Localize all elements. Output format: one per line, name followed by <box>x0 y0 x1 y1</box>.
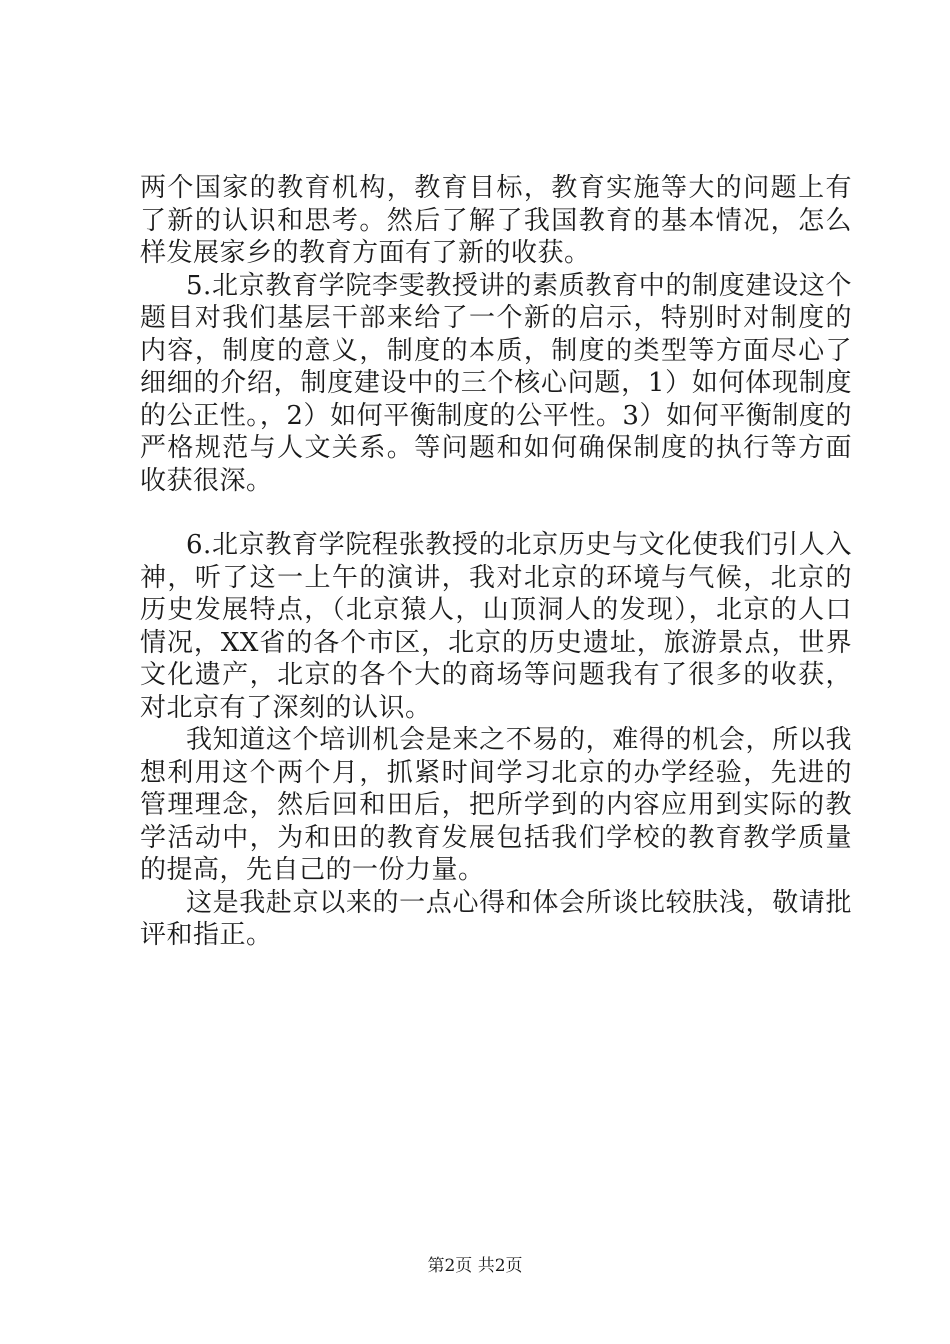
paragraph-item-5: 5.北京教育学院李雯教授讲的素质教育中的制度建设这个题目对我们基层干部来给了一个新的启示，特别时对制度的内容，制度的意义，制度的本质，制度的类型等方面尽心了细细的介绍，制度建设中的三个核心问题，1）如何体现制度的公正性。，2）如何平衡制度的公平性。3）如何平衡制度的严格规范与人文关系。等问题和如何确保制度的执行等方面收获很深。 <box>140 270 852 496</box>
paragraph-training-opportunity: 我知道这个培训机会是来之不易的，难得的机会，所以我想利用这个两个月，抓紧时间学习北京的办学经验，先进的管理理念，然后回和田后，把所学到的内容应用到实际的教学活动中，为和田的教育发展包括我们学校的教育教学质量的提高，先自己的一份力量。 <box>140 725 852 885</box>
paragraph-continuation: 两个国家的教育机构，教育目标，教育实施等大的问题上有了新的认识和思考。然后了解了我国教育的基本情况，怎么样发展家乡的教育方面有了新的收获。 <box>140 173 852 268</box>
paragraph-gap <box>140 497 852 529</box>
document-body <box>140 172 852 952</box>
paragraph-item-6: 6.北京教育学院程张教授的北京历史与文化使我们引人入神，听了这一上午的演讲，我对北京的环境与气候，北京的历史发展特点，（北京猿人，山顶洞人的发现），北京的人口情况，XX省的各个市区，北京的历史遗址，旅游景点，世界文化遗产，北京的各个大的商场等问题我有了很多的收获，对北京有了深刻的认识。 <box>140 530 852 723</box>
paragraph-closing: 这是我赴京以来的一点心得和体会所谈比较肤浅，敬请批评和指正。 <box>140 887 852 950</box>
page-number: 第2页 共2页 <box>427 1256 523 1276</box>
